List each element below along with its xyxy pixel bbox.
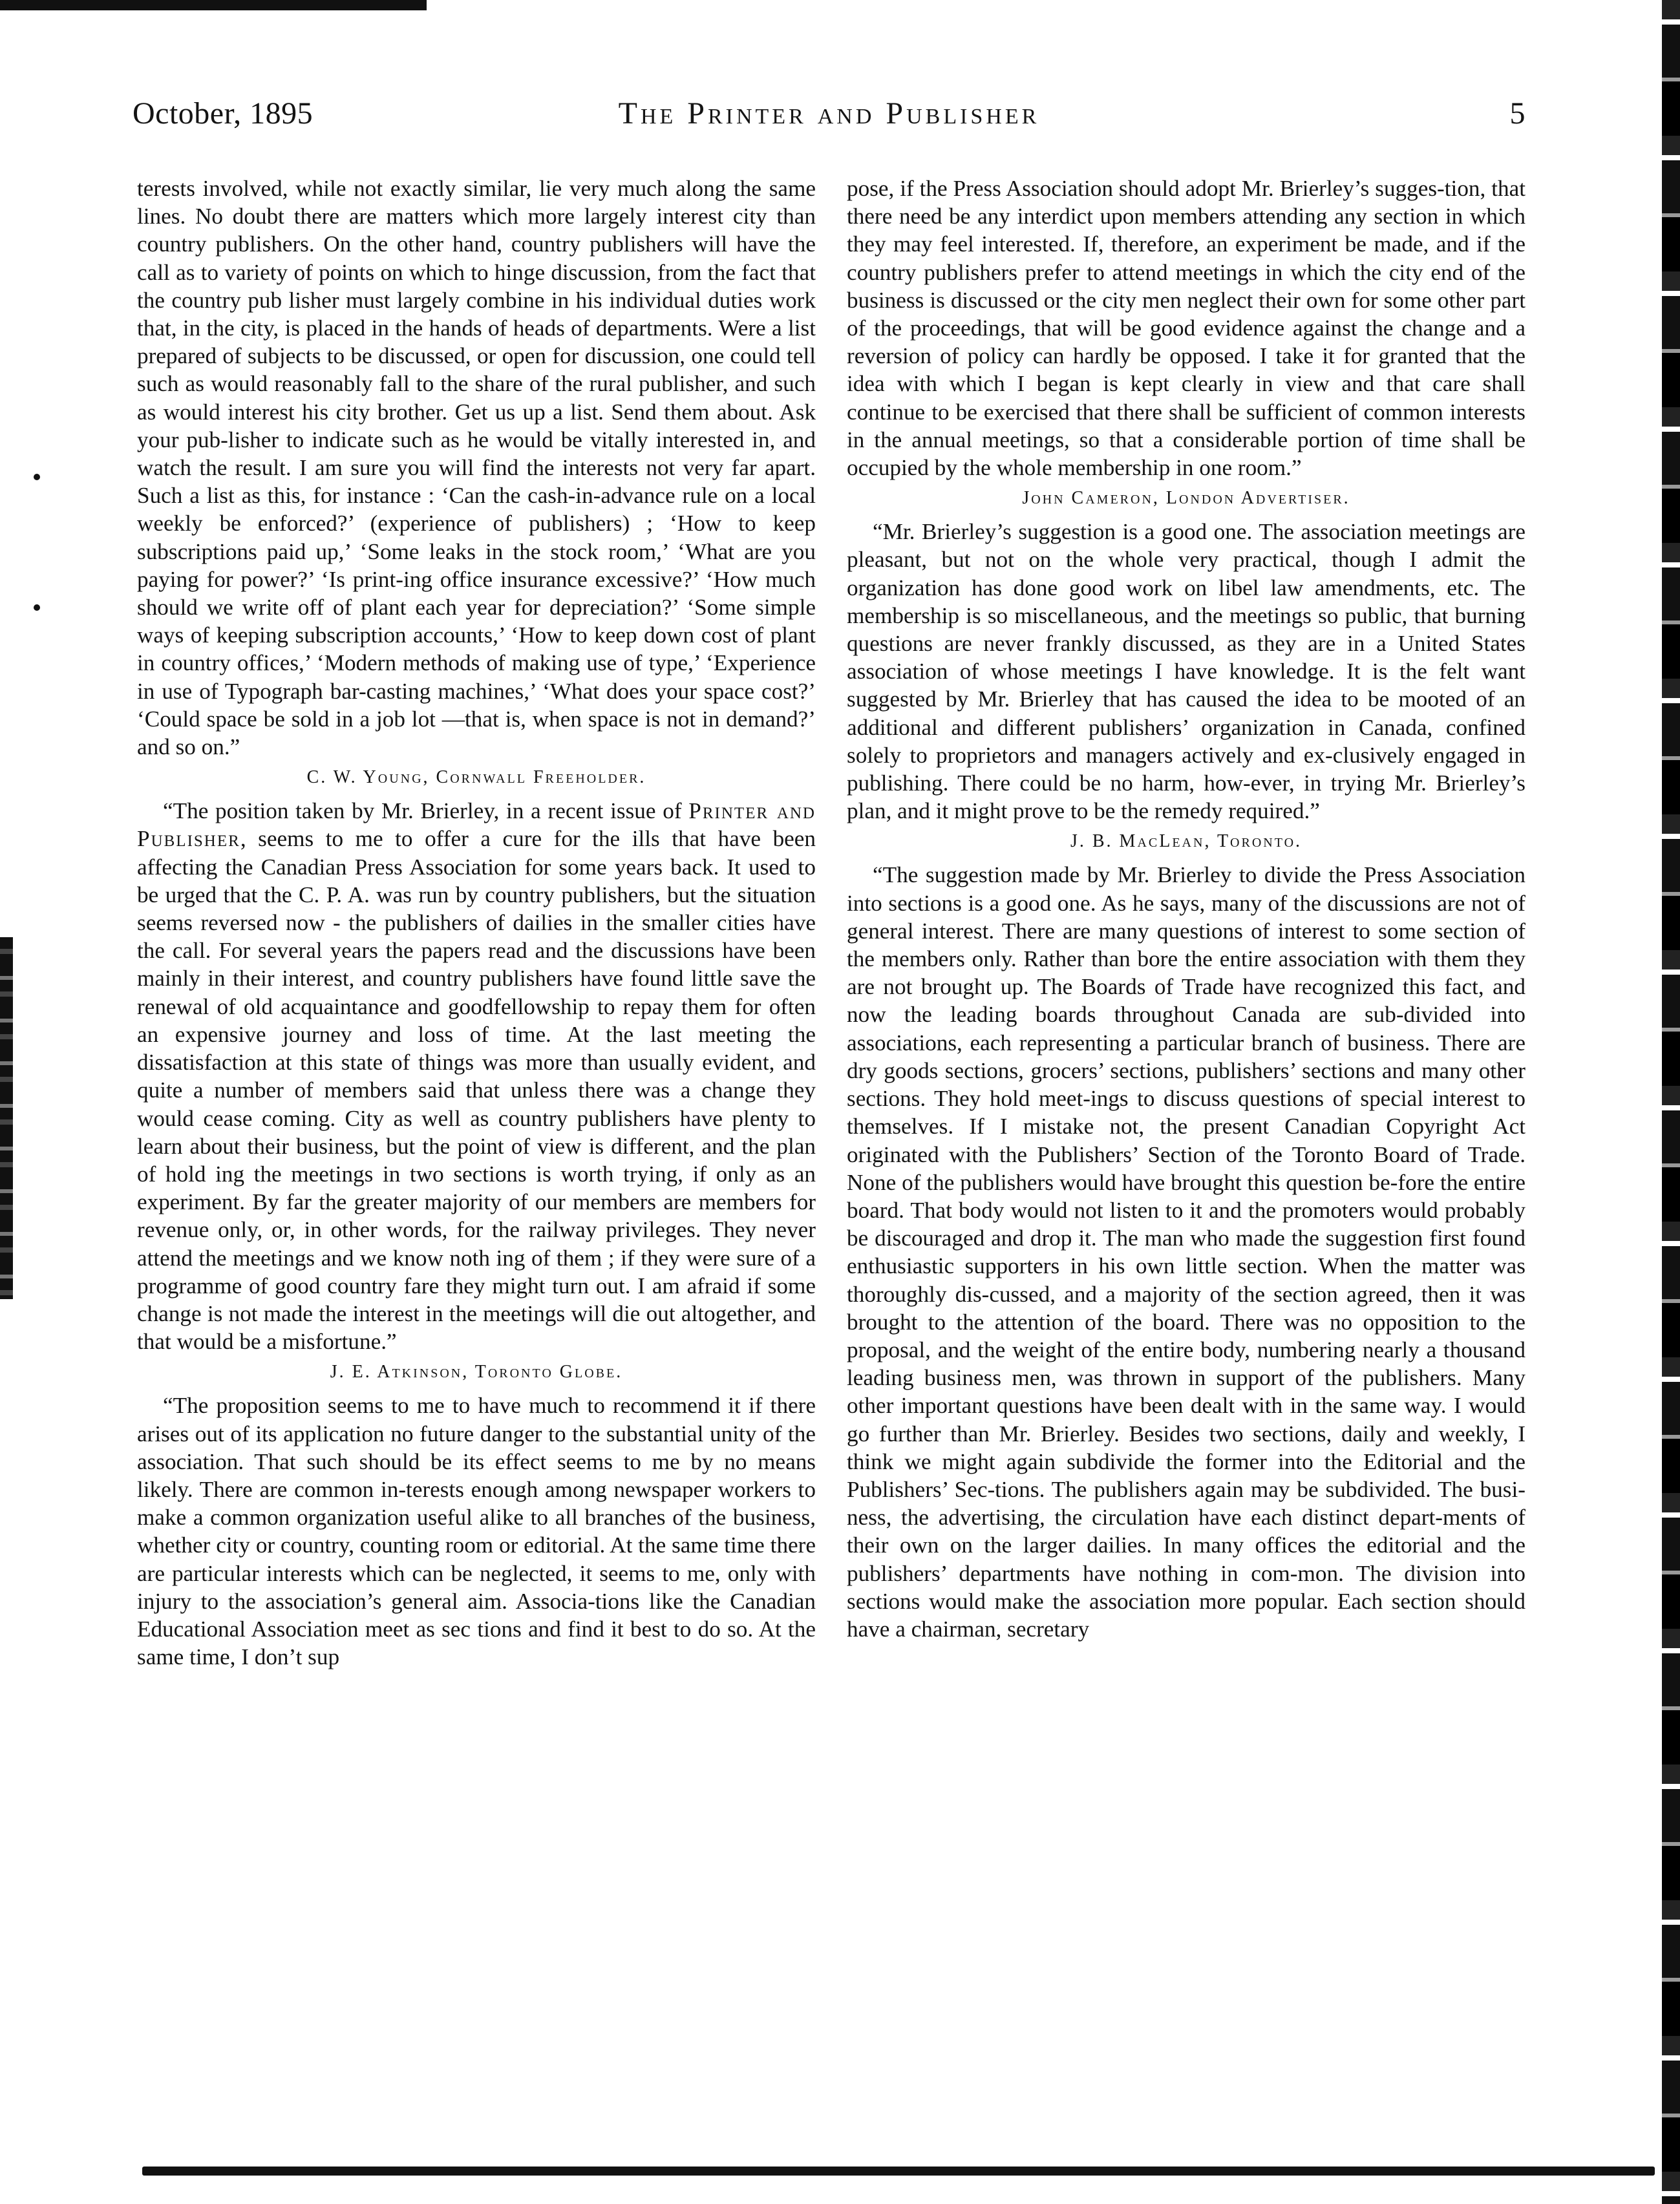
article-paragraph: “Mr. Brierley’s suggestion is a good one. The association meetings are pleasant, but not on the whole very practical, though I admit the organization has done good work on libel law amendments, etc. The membership is so miscellaneous, and the meetings so public, that burning questions are never frankly discussed, as they are in a United States association of whose meetings I have knowledge. It is the felt want suggested by Mr. Brierley that has caused the idea to be mooted of an additional and different publishers’ organization in Canada, confined solely to proprietors and managers actively and ex-clusively engaged in publishing. There could be no harm, how-ever, in trying Mr. Brierley’s plan, and it might prove to be the remedy required.” (847, 519, 1526, 824)
paragraph-text: , seems to me to offer a cure for the ills that have been affecting the Canadian Press Association for some years back. It used to be urged that the C. P. A. was run by country publishers, but the situation seems reversed now - the publishers of dailies in the smaller cities have the call. For several years the papers read and the discussions have been mainly in their interest, and country publishers have found little save the renewal of old acquaintance and goodfellowship to repay them for often an expensive journey and loss of time. At the last meeting the dissatisfaction at this state of things was more than usually evident, and quite a number of members said that unless there was a change they would cease coming. City as well as country publishers have plenty to learn about their business, but the point of view is different, and the plan of hold ing the meetings in two sections is worth trying, if only as an experiment. By far the greater majority of our members are members for revenue only, or, in other words, for the railway privileges. They never attend the meetings and we know noth ing of them ; if they were sure of a programme of good country fare they might turn out. I am afraid if some change is not made the interest in the meetings will die out altogether, and that would be a misfortune.” (137, 826, 816, 1355)
page-number: 5 (1509, 96, 1526, 131)
byline: J. E. Atkinson, Toronto Globe. (330, 1362, 623, 1383)
paragraph-text: “The position taken by Mr. Brierley, in a recent issue of (163, 798, 689, 824)
article-paragraph: “The suggestion made by Mr. Brierley to divide the Press Association into sections is a good one. As he says, many of the discussions are not of general interest. There are many questions of interest to some section of the members only. Rather than bore the entire association with them they are not brought up. The Boards of Trade have recognized this fact, and now the leading boards throughout Canada are sub-divided into associations, each representing a particular branch of business. There are dry goods sections, grocers’ sections, publishers’ sections and many other sections. They hold meet-ings to discuss questions of special interest to themselves. If I mistake not, the present Canadian Copyright Act originated with the Publishers’ Section of the Toronto Board of Trade. None of the publishers would have brought this question be-fore the entire board. That body would not listen to it and the promoters would probably be discouraged and drop it. The man who made the suggestion first found enthusiastic supporters in his own little section. When the matter was thoroughly dis-cussed, and a majority of the section agreed, then it was brought to the attention of the board. There was no opposition to the proposal, and the weight of the entire body, numbering nearly a thousand leading business men, was thrown in support of the publishers. Many other important questions have been dealt with in the same way. I would go further than Mr. Brierley. Besides two sections, daily and weekly, I think we might again subdivide the former into the Editorial and the Publishers’ Sec-tions. The publishers again may be subdivided. The busi-ness, the advertising, the circulation have each distinct depart-ments of their own on the larger dailies. In many offices the editorial and the publishers’ departments have nothing in com-mon. The division into sections would make the association more popular. Each section should have a chairman, secretary (847, 862, 1526, 1642)
masthead-title: The Printer and Publisher (618, 96, 1040, 131)
binding-edge (0, 937, 13, 1299)
issue-date: October, 1895 (133, 96, 314, 131)
margin-mark (34, 474, 40, 480)
top-edge-rule (0, 0, 427, 10)
page-header (133, 96, 1526, 141)
article-paragraph: “The proposition seems to me to have much to recommend it if there arises out of its application no future danger to the substantial unity of the association. That such should be its effect seems to me by no means likely. There are common in-terests enough among newspaper workers to make a common organization useful alike to all branches of the business, whether city or country, counting room or editorial. At the same time there are particular interests which can be neglected, it seems to me, only with injury to the association’s general aim. Associa-tions like the Canadian Educational Association meet as sec tions and find it best to do so. At the same time, I don’t sup (137, 1393, 816, 1670)
byline: J. B. MacLean, Toronto. (1070, 831, 1303, 852)
right-column (847, 175, 1526, 1643)
scan-edge (1662, 0, 1680, 2204)
left-column (137, 175, 816, 1671)
article-paragraph: pose, if the Press Association should adopt Mr. Brierley’s sugges-tion, that there need be any interdict upon members attending any section in which they may feel interested. If, therefore, an experiment be made, and if the country publishers prefer to attend meetings in which the city end of the business is discussed or the city men neglect their own for some other part of the proceedings, that will be good evidence against the change and a reversion of policy can hardly be opposed. I take it for granted that the idea with which I began is kept clearly in view and that care shall continue to be exercised that there shall be sufficient of common interests in the annual meetings, so that a considerable portion of time shall be occupied by the whole membership in one room.” (847, 176, 1526, 481)
publication-name: Printer and Publisher (137, 798, 816, 852)
byline: John Cameron, London Advertiser. (1022, 488, 1350, 509)
article-paragraph (137, 797, 816, 1355)
article-paragraph: terests involved, while not exactly similar, lie very much along the same lines. No doubt there are matters which more largely interest city than country publishers. On the other hand, country publishers will have the call as to variety of points on which to hinge discussion, from the fact that the country pub lisher must largely combine in his individual duties work that, in the city, is placed in the hands of heads of departments. Were a list prepared of subjects to be discussed, or open for discussion, one could tell such as would reasonably fall to the share of the rural publisher, and such as would interest his city brother. Get us up a list. Send them about. Ask your pub-lisher to indicate such as he would be vitally interested in, and watch the result. I am sure you will find the interests not very far apart. Such a list as this, for instance : ‘Can the cash-in-advance rule on a local weekly be enforced?’ (experience of publishers) ; ‘How to keep subscriptions paid up,’ ‘Some leaks in the stock room,’ ‘What are you paying for power?’ ‘Is print-ing office insurance excessive?’ ‘How much should we write off of plant each year for depreciation?’ ‘Some simple ways of keeping subscription accounts,’ ‘How to keep down cost of plant in country offices,’ ‘Modern methods of making use of type,’ ‘Experience in use of Typograph bar-casting machines,’ ‘What does your space cost?’ ‘Could space be sold in a job lot —that is, when space is not in demand?’ and so on.” (137, 176, 816, 760)
margin-mark (34, 604, 40, 611)
byline: C. W. Young, Cornwall Freeholder. (306, 767, 646, 788)
bottom-edge-rule (142, 2167, 1655, 2176)
